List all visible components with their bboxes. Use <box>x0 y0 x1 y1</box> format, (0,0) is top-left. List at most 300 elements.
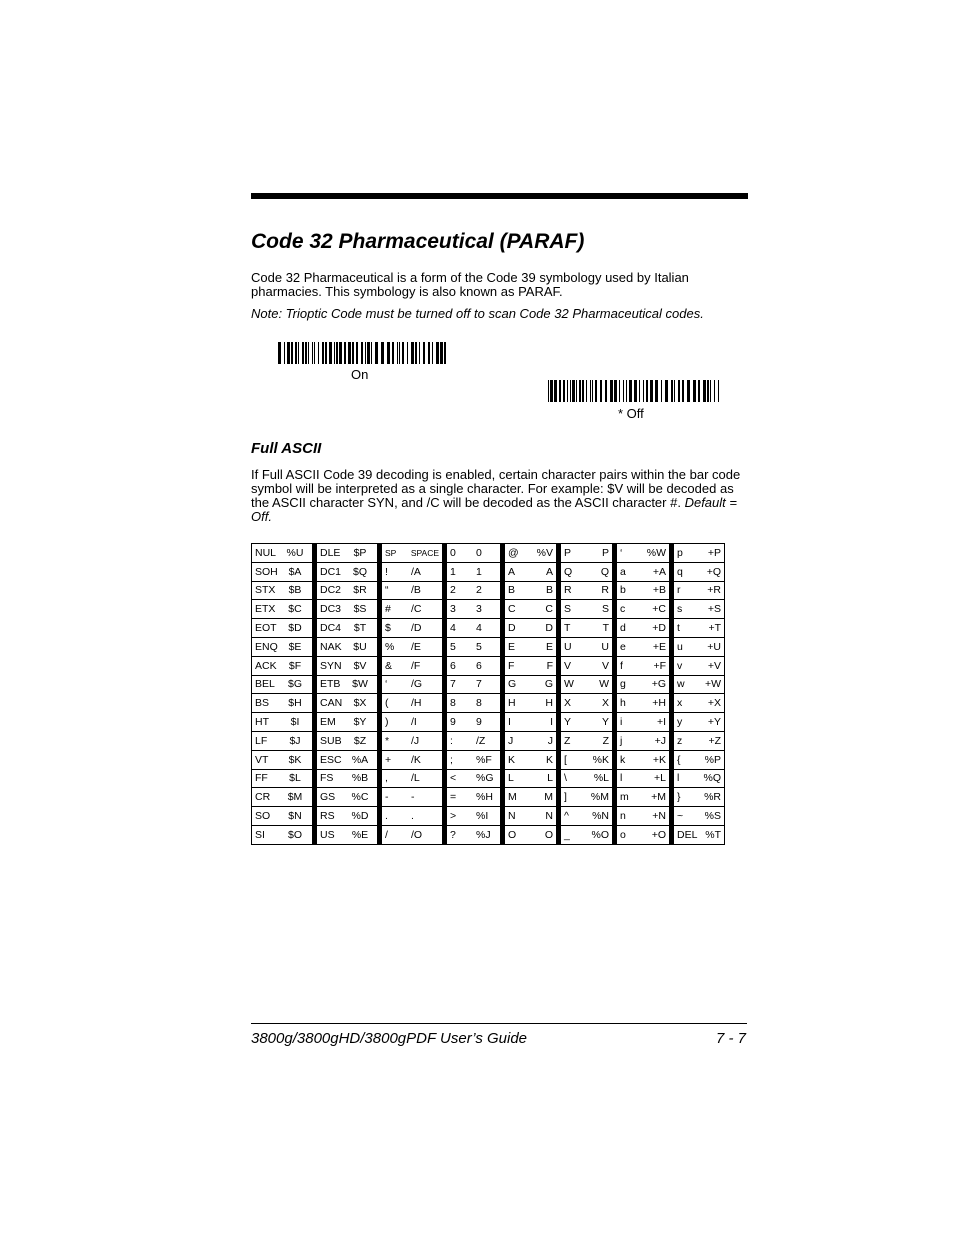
table-cell <box>252 731 313 750</box>
barcode-bar <box>698 380 700 402</box>
barcode-on[interactable] <box>278 342 448 364</box>
barcode-bar <box>678 380 680 402</box>
table-cell <box>382 637 443 656</box>
barcode-bar <box>619 380 620 402</box>
code39-pair: +W <box>704 678 721 691</box>
code39-pair: +D <box>652 622 666 635</box>
barcode-bar <box>582 380 584 402</box>
code39-pair: T <box>602 622 609 635</box>
ascii-char: ‘ <box>385 678 388 691</box>
barcode-bar <box>287 342 290 364</box>
code39-pair: +K <box>652 753 666 766</box>
ascii-char: V <box>564 659 572 672</box>
barcode-bar <box>371 342 372 364</box>
code39-pair: $S <box>353 603 367 616</box>
barcode-bar <box>595 380 597 402</box>
table-cell <box>561 750 613 769</box>
barcode-bar <box>423 342 425 364</box>
table-cell <box>505 788 557 807</box>
table-cell <box>617 694 670 713</box>
code39-pair: $X <box>353 697 367 710</box>
ascii-char: GS <box>320 791 336 804</box>
full-ascii-heading: Full ASCII <box>251 440 322 457</box>
code39-pair: +B <box>652 584 666 597</box>
ascii-char: x <box>677 697 683 710</box>
table-cell <box>561 675 613 694</box>
ascii-char: d <box>620 622 626 635</box>
barcode-bar <box>322 342 324 364</box>
barcode-bar <box>302 342 304 364</box>
barcode-bar <box>419 342 420 364</box>
table-cell <box>505 713 557 732</box>
table-cell <box>317 600 378 619</box>
table-cell <box>617 713 670 732</box>
code39-pair: %D <box>351 810 369 823</box>
table-cell <box>561 656 613 675</box>
table-cell <box>617 656 670 675</box>
code39-pair: +C <box>652 603 666 616</box>
ascii-char: D <box>508 622 516 635</box>
ascii-char: + <box>385 753 392 766</box>
ascii-char: = <box>450 791 457 804</box>
table-cell <box>447 769 501 788</box>
table-cell <box>252 656 313 675</box>
table-cell <box>382 544 443 563</box>
code39-pair: 7 <box>476 678 482 691</box>
barcode-bar <box>444 342 446 364</box>
code39-pair: $P <box>353 546 367 559</box>
ascii-char: FF <box>255 772 268 785</box>
ascii-char: NAK <box>320 640 342 653</box>
table-cell <box>617 600 670 619</box>
table-cell <box>382 694 443 713</box>
table-cell <box>447 731 501 750</box>
barcode-on-label: On <box>351 367 369 382</box>
code39-pair: +I <box>656 716 666 729</box>
table-cell <box>382 769 443 788</box>
ascii-char: ^ <box>564 810 569 823</box>
barcode-bar <box>703 380 706 402</box>
table-row <box>252 562 725 581</box>
table-cell <box>317 656 378 675</box>
table-cell <box>317 562 378 581</box>
code39-pair: C <box>545 603 553 616</box>
page-title: Code 32 Pharmaceutical (PARAF) <box>251 230 585 253</box>
ascii-char: * <box>385 734 390 747</box>
table-cell <box>561 788 613 807</box>
ascii-char: 8 <box>450 697 456 710</box>
code39-pair: $R <box>353 584 367 597</box>
table-cell <box>252 562 313 581</box>
table-cell <box>317 825 378 844</box>
table-cell <box>447 544 501 563</box>
ascii-conversion-table <box>251 543 725 845</box>
code39-pair: +N <box>652 810 666 823</box>
ascii-char: _ <box>564 828 570 841</box>
barcode-bar <box>671 380 673 402</box>
code39-pair: +X <box>707 697 721 710</box>
ascii-char: 9 <box>450 716 456 729</box>
code39-pair: %I <box>476 810 489 823</box>
table-cell <box>317 619 378 638</box>
ascii-char: l <box>677 772 680 785</box>
barcode-off-image <box>548 380 721 402</box>
code39-pair: O <box>544 828 553 841</box>
code39-pair: 6 <box>476 659 482 672</box>
ascii-char: i <box>620 716 623 729</box>
table-cell <box>317 544 378 563</box>
code39-pair: +M <box>651 791 666 804</box>
code39-pair: Q <box>600 565 609 578</box>
table-cell <box>252 750 313 769</box>
table-cell <box>447 788 501 807</box>
code39-pair: /J <box>411 734 420 747</box>
ascii-char: Z <box>564 734 571 747</box>
table-cell <box>505 694 557 713</box>
barcode-bar <box>682 380 684 402</box>
table-cell <box>382 562 443 581</box>
table-cell <box>447 619 501 638</box>
code39-pair: /K <box>411 753 421 766</box>
table-cell <box>617 675 670 694</box>
ascii-char: f <box>620 659 623 672</box>
barcode-bar <box>436 342 439 364</box>
barcode-bar <box>305 342 307 364</box>
ascii-char: s <box>677 603 683 616</box>
barcode-bar <box>428 342 430 364</box>
table-row <box>252 694 725 713</box>
ascii-char: FS <box>320 772 334 785</box>
code39-pair: /F <box>411 659 421 672</box>
table-row <box>252 825 725 844</box>
ascii-char: p <box>677 546 683 559</box>
ascii-char: ESC <box>320 753 342 766</box>
barcode-bar <box>291 342 293 364</box>
ascii-char: j <box>620 734 623 747</box>
table-cell <box>561 600 613 619</box>
code39-pair: /I <box>411 716 417 729</box>
barcode-bar <box>610 380 613 402</box>
code39-pair: N <box>545 810 553 823</box>
code39-pair: %E <box>351 828 369 841</box>
table-cell <box>252 769 313 788</box>
ascii-char: DC1 <box>320 565 342 578</box>
ascii-char: b <box>620 584 626 597</box>
code39-pair: /C <box>411 603 422 616</box>
ascii-char: c <box>620 603 626 616</box>
ascii-char: SP <box>385 547 397 558</box>
code39-pair: $H <box>288 697 302 710</box>
ascii-char: 4 <box>450 622 456 635</box>
ascii-char: , <box>385 772 388 785</box>
ascii-char: STX <box>255 584 276 597</box>
barcode-bar <box>665 380 668 402</box>
ascii-char: w <box>677 678 685 691</box>
ascii-char: > <box>450 810 457 823</box>
ascii-char: CAN <box>320 697 343 710</box>
code39-pair: %N <box>592 810 609 823</box>
ascii-char: US <box>320 828 335 841</box>
code39-pair: %V <box>536 546 553 559</box>
table-cell <box>447 637 501 656</box>
table-cell <box>447 675 501 694</box>
barcode-bar <box>563 380 565 402</box>
barcode-bar <box>605 380 607 402</box>
ascii-char: M <box>508 791 517 804</box>
code39-pair: +S <box>707 603 721 616</box>
table-cell <box>561 581 613 600</box>
ascii-char: & <box>385 659 393 672</box>
table-cell <box>382 619 443 638</box>
barcode-bar <box>592 380 593 402</box>
code39-pair: %F <box>476 753 492 766</box>
barcode-bar <box>590 380 591 402</box>
code39-pair: F <box>546 659 553 672</box>
footer-guide-title: 3800g/3800gHD/3800gPDF User’s Guide <box>251 1030 528 1047</box>
code39-pair: %H <box>476 791 493 804</box>
code39-pair: U <box>601 640 609 653</box>
code39-pair: $C <box>288 603 302 616</box>
barcode-bar <box>407 342 408 364</box>
code39-pair: +Q <box>706 565 721 578</box>
table-cell <box>674 825 725 844</box>
table-cell <box>505 750 557 769</box>
code39-pair: J <box>547 734 553 747</box>
table-cell <box>674 788 725 807</box>
code39-pair: X <box>601 697 609 710</box>
barcode-bar <box>402 342 404 364</box>
ascii-char: I <box>508 716 511 729</box>
code39-pair: V <box>601 659 609 672</box>
ascii-char: l <box>620 772 623 785</box>
code39-pair: $D <box>288 622 302 635</box>
table-cell <box>505 619 557 638</box>
ascii-char: SUB <box>320 734 342 747</box>
barcode-bar <box>687 380 690 402</box>
code39-pair: /O <box>411 828 423 841</box>
code39-pair: W <box>599 678 609 691</box>
table-cell <box>561 544 613 563</box>
ascii-char: X <box>564 697 572 710</box>
code39-pair: %C <box>351 791 369 804</box>
barcode-bar <box>352 342 354 364</box>
table-cell <box>382 713 443 732</box>
table-cell <box>252 675 313 694</box>
header-rule <box>251 193 748 199</box>
code39-pair: $I <box>290 716 300 729</box>
table-cell <box>617 637 670 656</box>
ascii-char: ( <box>385 697 389 710</box>
ascii-char: LF <box>255 734 268 747</box>
ascii-char: } <box>677 791 681 804</box>
table-cell <box>617 788 670 807</box>
table-cell <box>382 788 443 807</box>
code39-pair: /E <box>411 640 421 653</box>
code39-pair: $O <box>287 828 302 841</box>
table-cell <box>447 825 501 844</box>
code39-pair: P <box>601 546 609 559</box>
table-cell <box>505 581 557 600</box>
code39-pair: /D <box>411 622 422 635</box>
table-row <box>252 581 725 600</box>
ascii-char: ; <box>450 753 453 766</box>
barcode-bar <box>329 342 332 364</box>
ascii-char: ! <box>385 565 388 578</box>
ascii-char: r <box>677 584 681 597</box>
barcode-bar <box>411 342 414 364</box>
table-cell <box>561 637 613 656</box>
table-cell <box>617 544 670 563</box>
ascii-char: u <box>677 640 683 653</box>
barcode-bar <box>387 342 390 364</box>
table-cell <box>617 581 670 600</box>
code39-pair: %K <box>592 753 609 766</box>
code39-pair: %G <box>476 772 494 785</box>
table-cell <box>561 619 613 638</box>
ascii-char: SI <box>255 828 265 841</box>
code39-pair: +Z <box>708 734 721 747</box>
code39-pair: 2 <box>476 584 482 597</box>
ascii-char: E <box>508 640 516 653</box>
footer-page-number: 7 - 7 <box>715 1030 746 1047</box>
code39-pair: %M <box>590 791 609 804</box>
code39-pair: $N <box>288 810 302 823</box>
barcode-bar <box>295 342 297 364</box>
barcode-on-image <box>278 342 448 364</box>
ascii-char: NUL <box>255 546 277 559</box>
ascii-char: Q <box>564 565 573 578</box>
table-cell <box>617 562 670 581</box>
table-cell <box>505 807 557 826</box>
barcode-off[interactable] <box>548 380 721 402</box>
ascii-char: ENQ <box>255 640 278 653</box>
barcode-bar <box>336 342 338 364</box>
code39-pair: Y <box>601 716 609 729</box>
code39-pair: +T <box>708 622 721 635</box>
ascii-char: 2 <box>450 584 456 597</box>
barcode-bar <box>298 342 299 364</box>
table-cell <box>674 619 725 638</box>
ascii-char: % <box>385 640 395 653</box>
table-row <box>252 750 725 769</box>
note-text: Note: Trioptic Code must be turned off to scan Code 32 Pharmaceutical codes. <box>251 306 704 321</box>
code39-pair: %A <box>351 753 369 766</box>
table-cell <box>505 544 557 563</box>
table-cell <box>252 825 313 844</box>
table-cell <box>674 637 725 656</box>
ascii-char: ‘ <box>620 546 623 559</box>
ascii-char: T <box>564 622 571 635</box>
table-cell <box>617 825 670 844</box>
code39-pair: I <box>550 716 553 729</box>
code39-pair: /Z <box>476 734 486 747</box>
barcode-bar <box>432 342 433 364</box>
barcode-bar <box>348 342 351 364</box>
code39-pair: %W <box>646 546 666 559</box>
ascii-char: C <box>508 603 516 616</box>
barcode-bar <box>639 380 640 402</box>
table-cell <box>561 769 613 788</box>
code39-pair: E <box>545 640 553 653</box>
code39-pair: K <box>545 753 553 766</box>
barcode-bar <box>559 380 561 402</box>
barcode-bar <box>567 380 568 402</box>
barcode-bar <box>367 342 370 364</box>
ascii-char: 1 <box>450 565 456 578</box>
barcode-bar <box>646 380 648 402</box>
barcode-bar <box>655 380 658 402</box>
code39-pair: $B <box>288 584 302 597</box>
ascii-char: < <box>450 772 457 785</box>
code39-pair: $M <box>287 791 303 804</box>
full-ascii-paragraph <box>251 468 751 524</box>
table-row <box>252 807 725 826</box>
ascii-char: EOT <box>255 622 277 635</box>
ascii-char: t <box>677 622 680 635</box>
barcode-bar <box>718 380 719 402</box>
ascii-char: O <box>508 828 517 841</box>
code39-pair: %L <box>593 772 609 785</box>
table-cell <box>617 731 670 750</box>
barcode-bar <box>399 342 400 364</box>
ascii-char: BEL <box>255 678 275 691</box>
table-cell <box>382 807 443 826</box>
ascii-char: h <box>620 697 626 710</box>
table-cell <box>382 731 443 750</box>
ascii-char: N <box>508 810 516 823</box>
ascii-char: F <box>508 659 515 672</box>
code39-pair: $L <box>289 772 301 785</box>
barcode-bar <box>626 380 627 402</box>
code39-pair: /G <box>411 678 423 691</box>
ascii-char: Y <box>564 716 572 729</box>
table-cell <box>317 750 378 769</box>
ascii-char: A <box>508 565 516 578</box>
barcode-bar <box>570 380 571 402</box>
barcode-bar <box>392 342 394 364</box>
code39-pair: $T <box>353 622 367 635</box>
barcode-bar <box>550 380 553 402</box>
code39-pair: H <box>545 697 553 710</box>
ascii-char: J <box>508 734 514 747</box>
ascii-char: 7 <box>450 678 456 691</box>
table-cell <box>447 656 501 675</box>
barcode-bar <box>284 342 285 364</box>
table-cell <box>674 731 725 750</box>
barcode-bar <box>650 380 653 402</box>
barcode-bar <box>312 342 313 364</box>
code39-pair: +F <box>653 659 666 672</box>
table-cell <box>561 694 613 713</box>
code39-pair: %P <box>704 753 721 766</box>
code39-pair: Z <box>602 734 609 747</box>
code39-pair: S <box>601 603 609 616</box>
code39-pair: $Y <box>353 716 367 729</box>
table-row <box>252 713 725 732</box>
ascii-char: ~ <box>677 810 684 823</box>
code39-pair: G <box>544 678 553 691</box>
ascii-char: BS <box>255 697 270 710</box>
barcode-off-label: * Off <box>618 406 644 421</box>
table-cell <box>447 713 501 732</box>
table-cell <box>617 619 670 638</box>
ascii-char: DC2 <box>320 584 342 597</box>
table-cell <box>382 600 443 619</box>
ascii-char: 5 <box>450 640 456 653</box>
code39-pair: 3 <box>476 603 482 616</box>
ascii-char: G <box>508 678 517 691</box>
table-cell <box>317 675 378 694</box>
